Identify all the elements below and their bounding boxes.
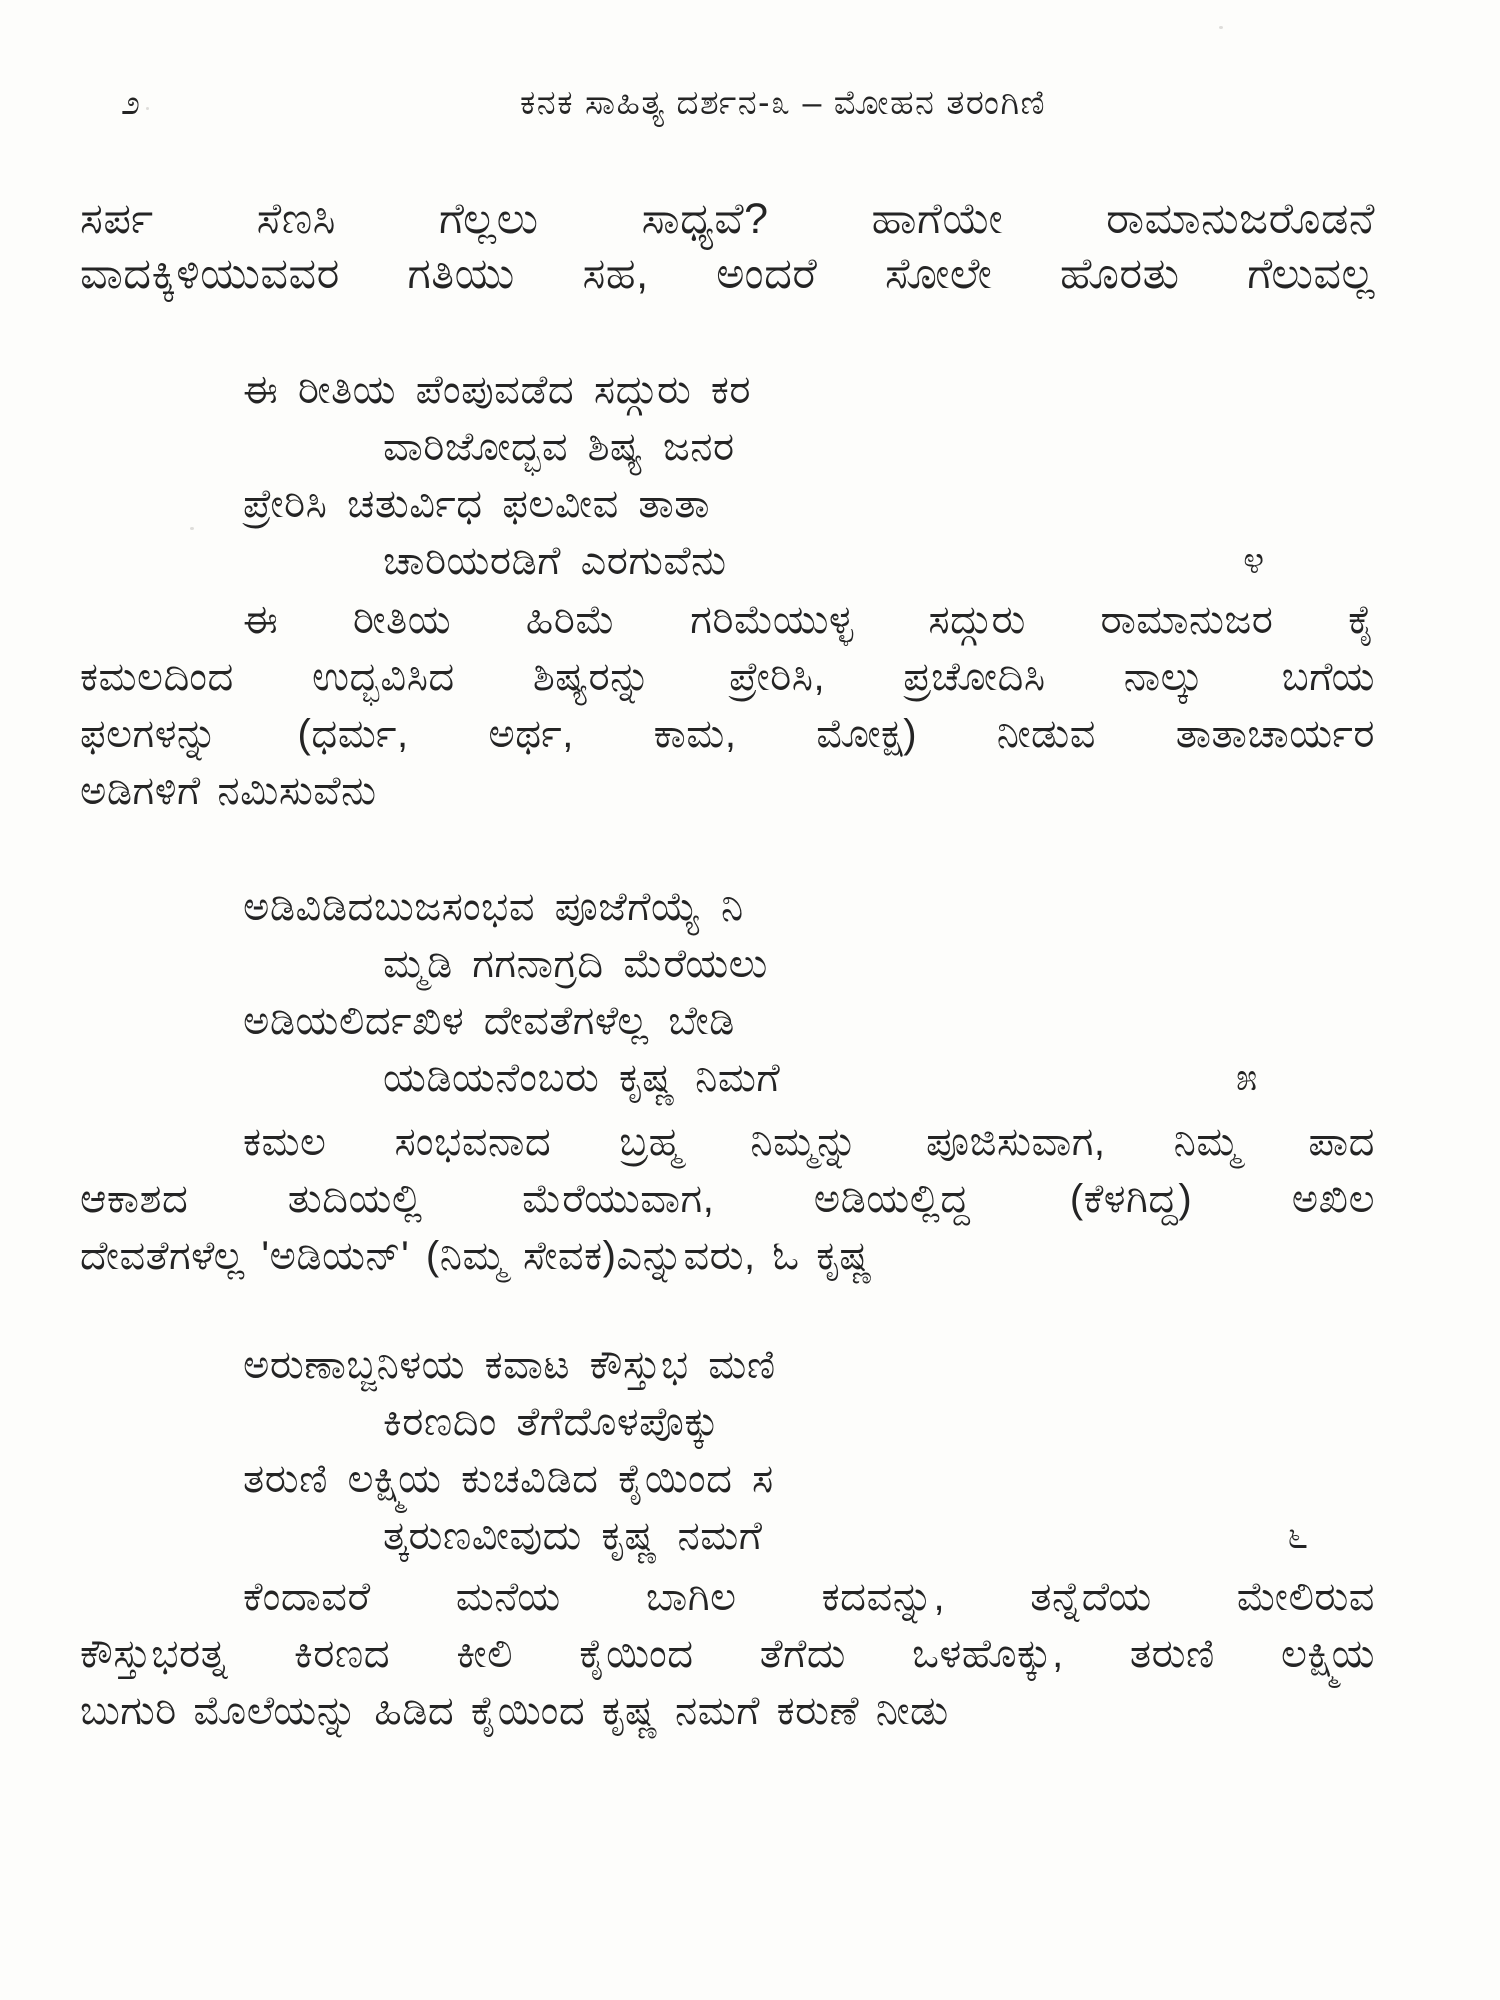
text-line: ಕಮಲದಿಂದ ಉದ್ಭವಿಸಿದ ಶಿಷ್ಯರನ್ನು ಪ್ರೇರಿಸಿ, ಪ್ರಚೋದಿಸಿ ನಾಲ್ಕು ಬಗೆಯ xyxy=(80,655,1375,699)
verse-line: ಮ್ಮಡಿ ಗಗನಾಗ್ರದಿ ಮೆರೆಯಲು xyxy=(383,942,768,986)
scan-speck xyxy=(1219,26,1223,29)
verse-line: ಕಿರಣದಿಂ ತೆಗೆದೊಳಪೊಕ್ಕು xyxy=(383,1400,720,1444)
verse-number: ೪ xyxy=(1243,540,1265,582)
verse-line: ಈ ರೀತಿಯ ಪೆಂಪುವಡೆದ ಸದ್ಗುರು ಕರ xyxy=(243,368,752,412)
verse-stanza xyxy=(80,1337,1375,1565)
verse-number: ೬ xyxy=(1287,1515,1309,1557)
text-line: ಕೌಸ್ತುಭರತ್ನ ಕಿರಣದ ಕೀಲಿ ಕೈಯಿಂದ ತೆಗೆದು ಒಳಹೊಕ್ಕು, ತರುಣಿ ಲಕ್ಷ್ಮಿಯ xyxy=(80,1632,1375,1676)
text-line: ಕಮಲ ಸಂಭವನಾದ ಬ್ರಹ್ಮ ನಿಮ್ಮನ್ನು ಪೂಜಿಸುವಾಗ, ನಿಮ್ಮ ಪಾದ xyxy=(243,1120,1375,1164)
text-line: ಫಲಗಳನ್ನು (ಧರ್ಮ, ಅರ್ಥ, ಕಾಮ, ಮೋಕ್ಷ) ನೀಡುವ ತಾತಾಚಾರ್ಯರ xyxy=(80,712,1375,756)
opening-paragraph xyxy=(80,192,1375,302)
text-line: ಅಡಿಗಳಿಗೆ ನಮಿಸುವೆನು xyxy=(80,769,377,813)
running-header: ಕನಕ ಸಾಹಿತ್ಯ ದರ್ಶನ-೩ – ಮೋಹನ ತರಂಗಿಣಿ xyxy=(520,84,1047,122)
verse-line: ಯಡಿಯನೆಂಬರು ಕೃಷ್ಣ ನಿಮಗೆ ೫ xyxy=(80,1050,1375,1107)
scan-speck xyxy=(146,107,149,110)
verse-line: ಅರುಣಾಬ್ಜನಿಳಯ ಕವಾಟ ಕೌಸ್ತುಭ ಮಣಿ xyxy=(243,1343,776,1387)
verse-line: ಅಡಿವಿಡಿದಬುಜಸಂಭವ ಪೂಜೆಗೆಯ್ಯೆ ನಿ xyxy=(243,885,744,929)
verse-line: ಚಾರಿಯರಡಿಗೆ ಎರಗುವೆನು ೪ xyxy=(80,533,1375,590)
text-line: ಕೆಂದಾವರೆ ಮನೆಯ ಬಾಗಿಲ ಕದವನ್ನು, ತನ್ನೆದೆಯ ಮೇಲಿರುವ xyxy=(243,1575,1375,1619)
commentary-paragraph xyxy=(80,1114,1375,1285)
verse-line: ಅಡಿಯಲಿರ್ದಖಿಳ ದೇವತೆಗಳೆಲ್ಲ ಬೇಡಿ xyxy=(243,999,735,1043)
verse-line: ತ್ಕರುಣವೀವುದು ಕೃಷ್ಣ ನಮಗೆ ೬ xyxy=(80,1508,1375,1565)
text-line: ವಾದಕ್ಕಿಳಿಯುವವರ ಗತಿಯು ಸಹ, ಅಂದರೆ ಸೋಲೇ ಹೊರತು ಗೆಲುವಲ್ಲ xyxy=(80,250,1375,298)
text-line: ಬುಗುರಿ ಮೊಲೆಯನ್ನು ಹಿಡಿದ ಕೈಯಿಂದ ಕೃಷ್ಣ ನಮಗೆ ಕರುಣೆ ನೀಡು xyxy=(80,1689,949,1733)
text-line: ದೇವತೆಗಳೆಲ್ಲ 'ಅಡಿಯನ್' (ನಿಮ್ಮ ಸೇವಕ)ಎನ್ನುವರು, ಓ ಕೃಷ್ಣ xyxy=(80,1234,873,1278)
verse-line: ವಾರಿಜೋದ್ಭವ ಶಿಷ್ಯ ಜನರ xyxy=(383,425,735,469)
page-number: ೨ xyxy=(121,84,142,122)
verse-number: ೫ xyxy=(1236,1057,1258,1099)
commentary-paragraph xyxy=(80,1569,1375,1740)
text-line: ಸರ್ಪ ಸೆಣಸಿ ಗೆಲ್ಲಲು ಸಾಧ್ಯವೆ? ಹಾಗೆಯೇ ರಾಮಾನುಜರೊಡನೆ xyxy=(80,195,1375,243)
verse-line: ಪ್ರೇರಿಸಿ ಚತುರ್ವಿಧ ಫಲವೀವ ತಾತಾ xyxy=(243,482,711,526)
scan-speck xyxy=(190,527,194,530)
text-line: ಆಕಾಶದ ತುದಿಯಲ್ಲಿ ಮೆರೆಯುವಾಗ, ಅಡಿಯಲ್ಲಿದ್ದ (ಕೆಳಗಿದ್ದ) ಅಖಿಲ xyxy=(80,1177,1375,1221)
text-line: ಈ ರೀತಿಯ ಹಿರಿಮೆ ಗರಿಮೆಯುಳ್ಳ ಸದ್ಗುರು ರಾಮಾನುಜರ ಕೈ xyxy=(243,598,1375,642)
verse-line: ತರುಣಿ ಲಕ್ಷ್ಮಿಯ ಕುಚವಿಡಿದ ಕೈಯಿಂದ ಸ xyxy=(243,1457,774,1501)
commentary-paragraph xyxy=(80,592,1375,820)
verse-stanza xyxy=(80,879,1375,1107)
verse-stanza xyxy=(80,362,1375,590)
